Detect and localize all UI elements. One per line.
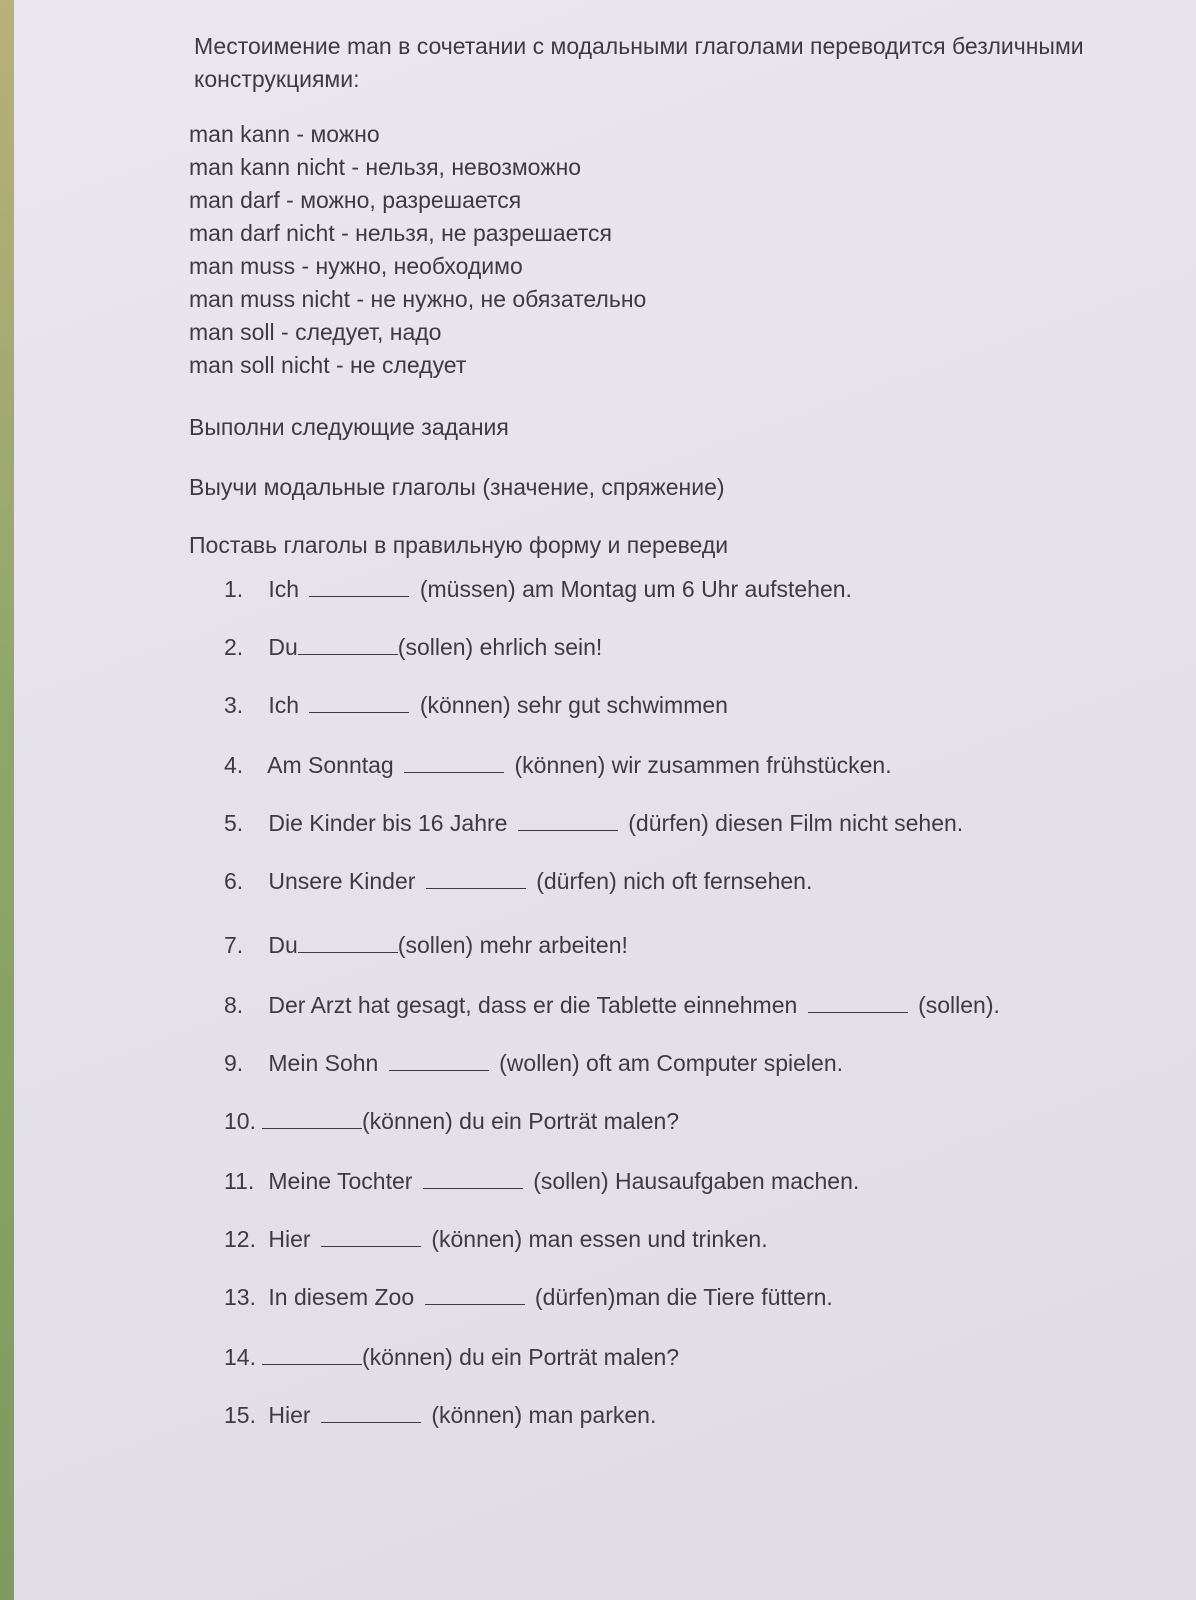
exercise-text-before: Unsere Kinder: [268, 868, 416, 894]
worksheet-page: [14, 0, 1196, 1600]
exercise-number: 10.: [224, 1108, 256, 1134]
exercise-item-13: [224, 1282, 833, 1312]
exercise-text-after: (dürfen)man die Tiere füttern.: [534, 1284, 833, 1310]
exercise-text-before: Du: [268, 932, 298, 958]
exercise-text-before: Hier: [268, 1402, 311, 1428]
answer-blank[interactable]: [321, 1402, 421, 1423]
answer-blank[interactable]: [309, 692, 409, 713]
answer-blank[interactable]: [404, 752, 504, 773]
exercise-number: 7.: [224, 932, 244, 958]
exercise-item-15: [224, 1400, 656, 1430]
rule-line: man muss - нужно, необходимо: [189, 253, 523, 279]
rule-line: man soll nicht - не следует: [189, 352, 467, 378]
exercise-text-after: (dürfen) nich oft fernsehen.: [536, 868, 813, 894]
answer-blank[interactable]: [298, 634, 398, 655]
exercise-text-after: (wollen) oft am Computer spielen.: [499, 1050, 844, 1076]
exercise-item-4: [224, 750, 892, 780]
exercise-item-9: [224, 1048, 843, 1078]
rule-line: man kann - можно: [189, 121, 380, 147]
answer-blank[interactable]: [262, 1108, 362, 1129]
exercise-number: 15.: [224, 1402, 256, 1428]
answer-blank[interactable]: [518, 810, 618, 831]
rule-line: man kann nicht - нельзя, невозможно: [189, 154, 582, 180]
intro-paragraph: Местоимение man в сочетании с модальными глаголами переводится безличными конструкциями:: [194, 33, 1084, 92]
answer-blank[interactable]: [298, 932, 398, 953]
exercise-text-before: In diesem Zoo: [268, 1284, 415, 1310]
exercise-text-after: (sollen) Hausaufgaben machen.: [533, 1168, 860, 1194]
man-rules-list: [189, 118, 646, 382]
rule-line: man muss nicht - не нужно, не обязательно: [189, 286, 647, 312]
exercise-item-11: [224, 1166, 859, 1196]
task-heading: Выполни следующие задания: [189, 414, 509, 440]
answer-blank[interactable]: [423, 1168, 523, 1189]
instruction-heading: Поставь глаголы в правильную форму и переведи: [189, 532, 729, 558]
exercise-text-after: (können) sehr gut schwimmen: [419, 692, 728, 718]
exercise-item-5: [224, 808, 963, 838]
answer-blank[interactable]: [426, 868, 526, 889]
exercise-number: 3.: [224, 692, 244, 718]
exercise-text-before: Meine Tochter: [268, 1168, 413, 1194]
binder-edge: [0, 0, 14, 1600]
answer-blank[interactable]: [808, 992, 908, 1013]
exercise-number: 1.: [224, 576, 244, 602]
exercise-number: 6.: [224, 868, 244, 894]
rule-line: man soll - следует, надо: [189, 319, 442, 345]
exercise-number: 2.: [224, 634, 244, 660]
exercise-item-10: [224, 1106, 679, 1136]
exercise-text-after: (müssen) am Montag um 6 Uhr aufstehen.: [419, 576, 852, 602]
exercise-number: 12.: [224, 1226, 256, 1252]
learn-heading: Выучи модальные глаголы (значение, спряжение): [189, 474, 725, 500]
exercise-text-before: Du: [268, 634, 298, 660]
exercise-text-before: Hier: [268, 1226, 311, 1252]
exercise-number: 14.: [224, 1344, 256, 1370]
exercise-number: 8.: [224, 992, 244, 1018]
exercise-number: 5.: [224, 810, 244, 836]
exercise-item-3: [224, 690, 728, 720]
exercise-text-after: (dürfen) diesen Film nicht sehen.: [628, 810, 964, 836]
exercise-item-7: [224, 930, 628, 960]
exercise-text-after: (sollen) ehrlich sein!: [397, 634, 603, 660]
exercise-text-after: (können) du ein Porträt malen?: [362, 1108, 680, 1134]
exercise-item-6: [224, 866, 812, 896]
exercise-text-after: (können) du ein Porträt malen?: [362, 1344, 680, 1370]
exercise-number: 9.: [224, 1050, 244, 1076]
exercise-text-before: Ich: [268, 692, 300, 718]
exercise-number: 4.: [224, 752, 244, 778]
exercise-text-after: (können) man parken.: [431, 1402, 657, 1428]
exercise-item-8: [224, 990, 1000, 1020]
answer-blank[interactable]: [425, 1284, 525, 1305]
exercise-text-before: Der Arzt hat gesagt, dass er die Tablette einnehmen: [268, 992, 798, 1018]
answer-blank[interactable]: [262, 1344, 362, 1365]
exercise-text-after: (sollen) mehr arbeiten!: [397, 932, 628, 958]
exercise-text-after: (können) man essen und trinken.: [431, 1226, 768, 1252]
rule-line: man darf - можно, разрешается: [189, 187, 522, 213]
exercise-item-12: [224, 1224, 768, 1254]
exercise-text-before: Ich: [268, 576, 300, 602]
exercise-text-before: Die Kinder bis 16 Jahre: [268, 810, 508, 836]
exercise-number: 13.: [224, 1284, 256, 1310]
answer-blank[interactable]: [321, 1226, 421, 1247]
exercise-text-before: Mein Sohn: [268, 1050, 379, 1076]
exercise-number: 11.: [224, 1168, 255, 1194]
exercise-item-2: [224, 632, 602, 662]
exercise-text-after: (sollen).: [918, 992, 1000, 1018]
exercise-item-14: [224, 1342, 679, 1372]
answer-blank[interactable]: [389, 1050, 489, 1071]
answer-blank[interactable]: [309, 576, 409, 597]
exercise-text-before: Am Sonntag: [267, 752, 394, 778]
rule-line: man darf nicht - нельзя, не разрешается: [189, 220, 612, 246]
exercise-text-after: (können) wir zusammen frühstücken.: [514, 752, 892, 778]
exercise-item-1: [224, 574, 852, 604]
